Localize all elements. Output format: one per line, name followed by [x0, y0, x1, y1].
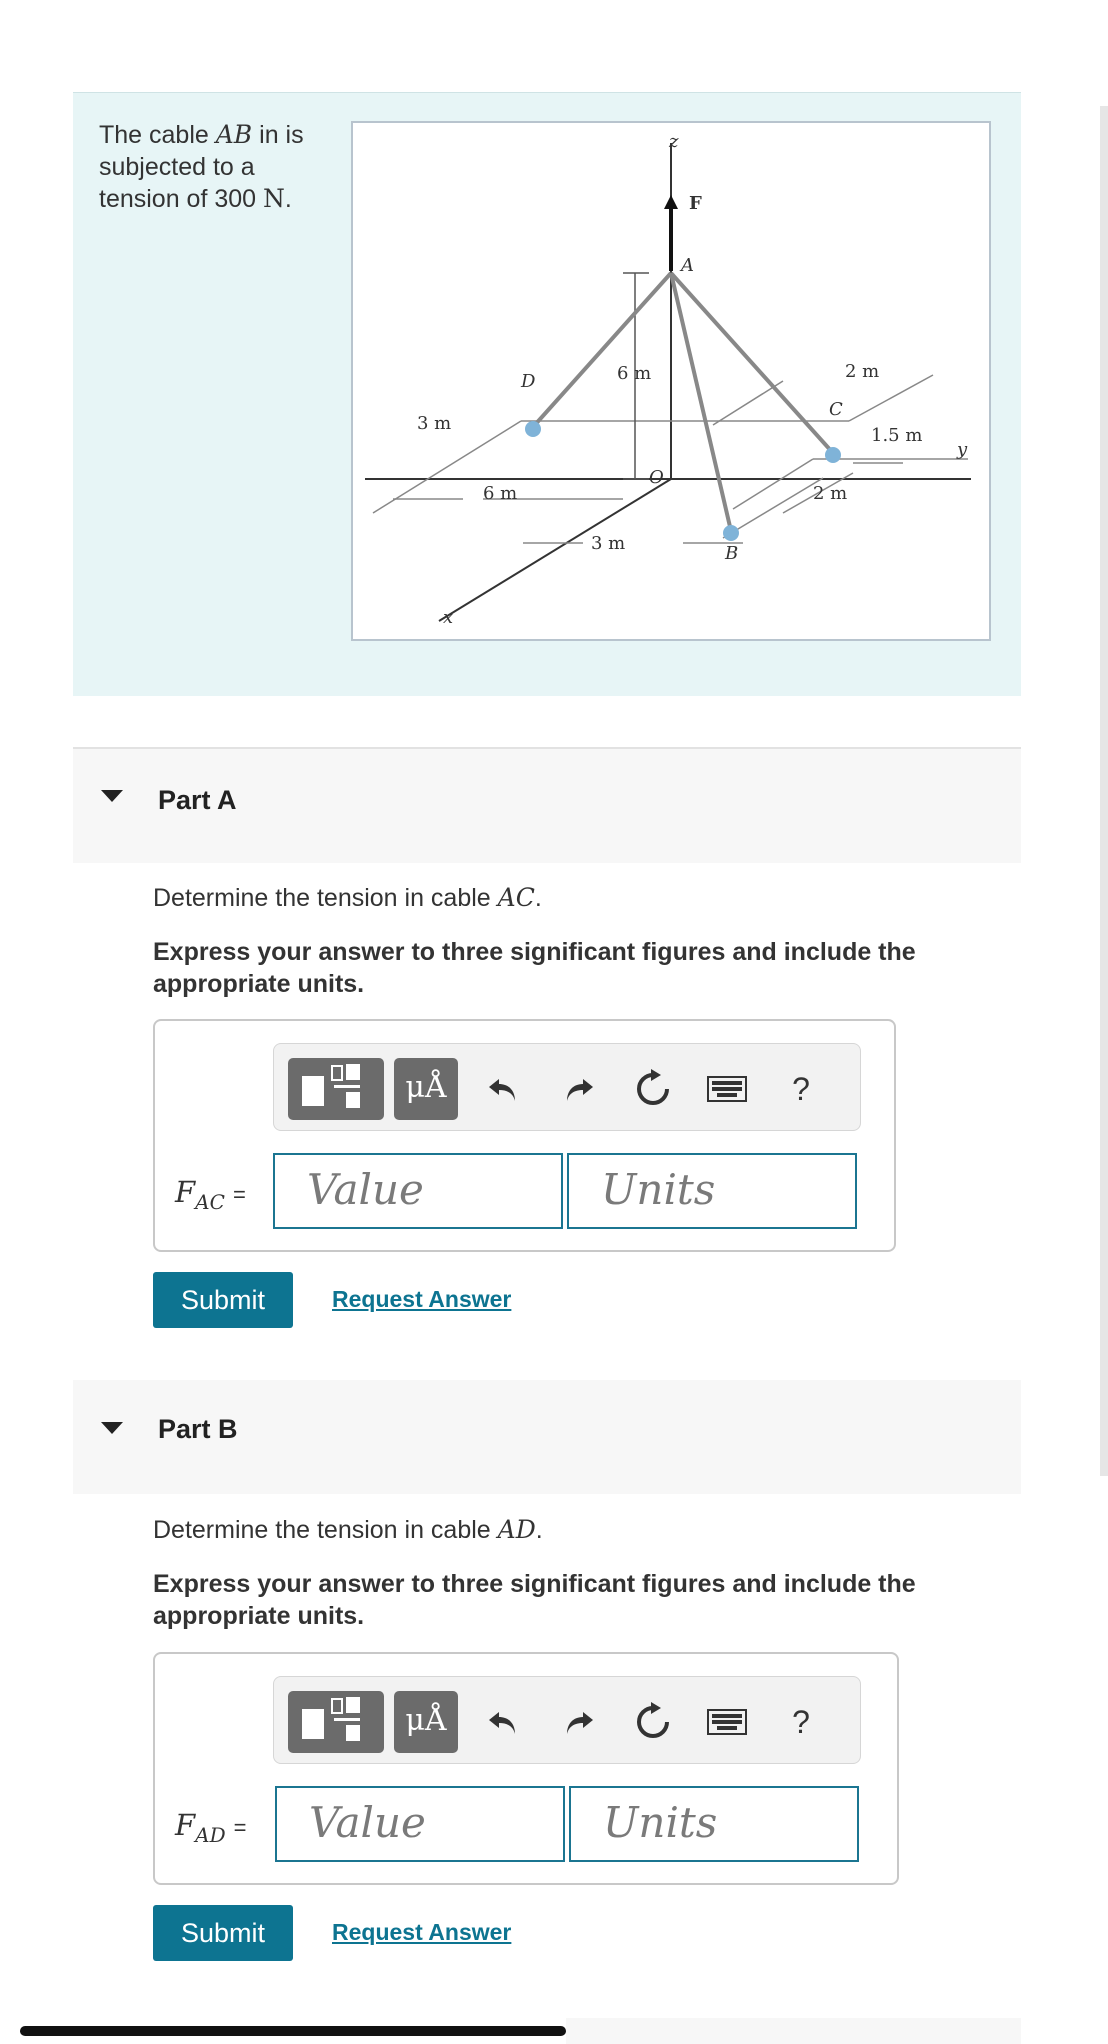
part-a-submit-button[interactable]: Submit	[153, 1272, 293, 1328]
label-A: A	[681, 255, 694, 276]
symbols-icon: μÅ	[405, 1703, 447, 1738]
equation-toolbar	[273, 1676, 861, 1764]
f-ac-label: $F_{AC}$ =	[175, 1175, 246, 1214]
redo-icon[interactable]	[552, 1695, 606, 1749]
collapse-caret-icon[interactable]	[101, 1422, 123, 1434]
part-b-submit-button[interactable]: Submit	[153, 1905, 293, 1961]
f-ad-label: $F_{AD}$ =	[175, 1808, 247, 1847]
part-a-header[interactable]	[73, 747, 1021, 863]
undo-icon[interactable]	[476, 1695, 530, 1749]
next-section-edge	[566, 2018, 1021, 2044]
part-b-title: Part B	[158, 1414, 238, 1444]
label-3m-d: 3 m	[417, 413, 452, 434]
templates-button[interactable]	[288, 1691, 384, 1753]
symbols-button[interactable]	[394, 1691, 458, 1753]
part-a-answer-box	[153, 1019, 896, 1252]
part-b-answer-box	[153, 1652, 899, 1885]
templates-icon	[288, 1691, 384, 1753]
label-3m-b: 3 m	[591, 533, 626, 554]
label-O: O	[649, 467, 664, 488]
label-C: C	[829, 399, 843, 420]
label-F: F	[689, 193, 702, 214]
label-x: x	[443, 607, 454, 628]
equation-toolbar	[273, 1043, 861, 1131]
label-y: y	[957, 439, 968, 460]
label-2m-top: 2 m	[845, 361, 880, 382]
value-input[interactable]: Value	[275, 1786, 565, 1862]
part-a-title: Part A	[158, 785, 237, 815]
redo-icon[interactable]	[552, 1062, 606, 1116]
templates-button[interactable]	[288, 1058, 384, 1120]
home-indicator[interactable]	[20, 2026, 566, 2036]
keyboard-icon[interactable]	[700, 1695, 754, 1749]
reset-icon[interactable]	[626, 1062, 680, 1116]
part-a-question: Determine the tension in cable AC.	[153, 883, 542, 912]
symbols-icon: μÅ	[405, 1070, 447, 1105]
units-input[interactable]: Units	[567, 1153, 857, 1229]
keyboard-icon[interactable]	[700, 1062, 754, 1116]
label-6m-vertical: 6 m	[617, 363, 652, 384]
cable-diagram	[353, 123, 993, 643]
part-a-request-answer-link[interactable]: Request Answer	[332, 1286, 512, 1312]
problem-figure	[351, 121, 991, 641]
part-a-instruction: Express your answer to three significant figures and include the appropriate units.	[153, 938, 916, 998]
help-icon[interactable]: ?	[792, 1070, 810, 1107]
help-icon[interactable]: ?	[792, 1703, 810, 1740]
label-1-5m: 1.5 m	[871, 425, 923, 446]
scrollbar-track[interactable]	[1100, 106, 1108, 1476]
label-B: B	[725, 543, 739, 564]
label-2m-c: 2 m	[813, 483, 848, 504]
symbols-button[interactable]	[394, 1058, 458, 1120]
label-D: D	[521, 371, 536, 392]
units-input[interactable]: Units	[569, 1786, 859, 1862]
part-b-request-answer-link[interactable]: Request Answer	[332, 1919, 512, 1945]
problem-statement	[73, 92, 1021, 696]
collapse-caret-icon[interactable]	[101, 790, 123, 802]
part-b-instruction: Express your answer to three significant figures and include the appropriate units.	[153, 1570, 916, 1630]
label-z: z	[669, 131, 679, 152]
label-6m-x: 6 m	[483, 483, 518, 504]
problem-text: The cable AB in is subjected to a tension of 300 N.	[99, 120, 304, 213]
part-b-question: Determine the tension in cable AD.	[153, 1515, 543, 1544]
templates-icon	[288, 1058, 384, 1120]
reset-icon[interactable]	[626, 1695, 680, 1749]
value-input[interactable]: Value	[273, 1153, 563, 1229]
undo-icon[interactable]	[476, 1062, 530, 1116]
part-b-header[interactable]	[73, 1380, 1021, 1494]
